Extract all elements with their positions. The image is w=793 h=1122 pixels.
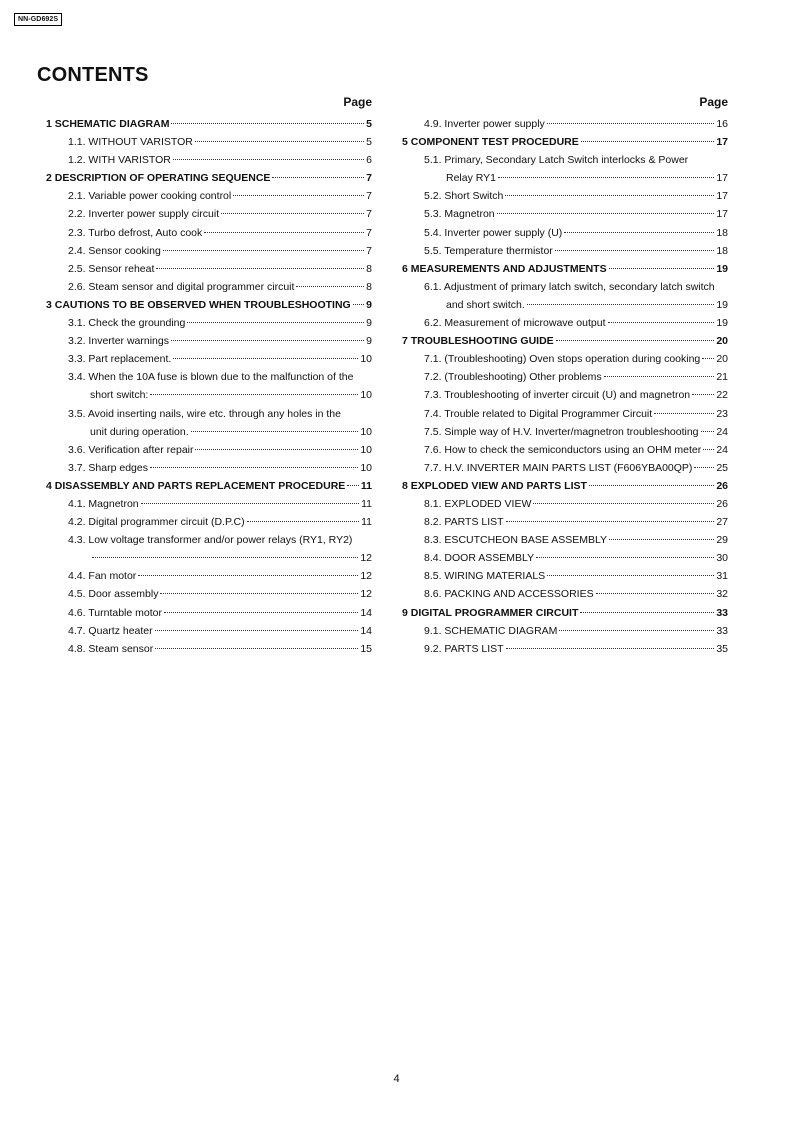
toc-entry-title: 5.5. Temperature thermistor: [424, 244, 553, 257]
dot-leader: [195, 141, 364, 142]
dot-leader: [505, 195, 714, 196]
toc-section-entry[interactable]: [402, 133, 728, 151]
toc-entry-title: 3.7. Sharp edges: [68, 461, 148, 474]
toc-entry-row: [68, 585, 372, 603]
toc-entry-row: [424, 549, 728, 567]
toc-section-entry[interactable]: [46, 477, 372, 495]
toc-entry-page-number: 22: [716, 389, 728, 402]
toc-entry-page-number: 33: [716, 624, 728, 637]
toc-subsection-entry[interactable]: [402, 386, 728, 404]
toc-subsection-entry[interactable]: [402, 205, 728, 223]
toc-entry-page-number: 18: [716, 244, 728, 257]
toc-entry-page-number: 15: [360, 642, 372, 655]
toc-entry-title: 5.4. Inverter power supply (U): [424, 226, 563, 239]
dot-leader: [506, 648, 715, 649]
dot-leader: [589, 485, 714, 486]
toc-entry-page-number: 33: [716, 606, 728, 619]
toc-entry-title: Relay RY1: [446, 172, 496, 185]
toc-entry-page-number: 12: [360, 570, 372, 583]
toc-entry-page-number: 5: [366, 136, 372, 149]
toc-entry-title: 2.4. Sensor cooking: [68, 244, 161, 257]
dot-leader: [533, 503, 714, 504]
toc-entry-title: 5 COMPONENT TEST PROCEDURE: [402, 136, 579, 149]
toc-subsection-entry[interactable]: [46, 278, 372, 296]
dot-leader: [272, 177, 364, 178]
toc-entry-page-number: 21: [716, 371, 728, 384]
toc-entry-title: 8.2. PARTS LIST: [424, 516, 504, 529]
toc-section-entry[interactable]: [402, 477, 728, 495]
toc-subsection-entry[interactable]: [402, 368, 728, 386]
toc-subsection-entry[interactable]: [402, 405, 728, 423]
toc-subsection-entry[interactable]: [46, 368, 372, 404]
toc-entry-page-number: 11: [361, 516, 372, 529]
toc-column-left: [46, 94, 372, 658]
toc-entry-page-number: 19: [716, 262, 728, 275]
toc-subsection-entry[interactable]: [402, 549, 728, 567]
toc-entry-title: 8.5. WIRING MATERIALS: [424, 570, 546, 583]
toc-entry-row: [424, 169, 728, 187]
toc-entry-title: 8.6. PACKING AND ACCESSORIES: [424, 588, 594, 601]
toc-entry-page-number: 7: [366, 244, 372, 257]
dot-leader: [150, 394, 358, 395]
toc-entry-row: [424, 567, 728, 585]
toc-entry-row: [46, 169, 372, 187]
toc-entry-page-number: 10: [360, 443, 372, 456]
toc-entry-title: 2.6. Steam sensor and digital programmer circuit: [68, 280, 295, 293]
toc-entry-page-number: 7: [366, 208, 372, 221]
toc-entry-row: [424, 115, 728, 133]
toc-entry-page-number: 23: [716, 407, 728, 420]
toc-entry-row: [402, 604, 728, 622]
toc-entry-title: 2.3. Turbo defrost, Auto cook: [68, 226, 203, 239]
toc-entry-title: 7.3. Troubleshooting of inverter circuit (U) and magnetron: [424, 389, 691, 402]
toc-subsection-entry[interactable]: [46, 205, 372, 223]
dot-leader: [138, 575, 358, 576]
dot-leader: [596, 593, 715, 594]
toc-entry-row: [424, 350, 728, 368]
toc-entry-title: 3.3. Part replacement.: [68, 353, 172, 366]
toc-entry-page-number: 31: [716, 570, 728, 583]
dot-leader: [527, 304, 715, 305]
dot-leader: [171, 340, 364, 341]
toc-entry-row: [68, 640, 372, 658]
toc-list: [402, 115, 728, 658]
dot-leader: [155, 648, 358, 649]
toc-entry-title: 8.1. EXPLODED VIEW: [424, 497, 532, 510]
toc-entry-title: 1.1. WITHOUT VARISTOR: [68, 136, 193, 149]
dot-leader: [701, 431, 715, 432]
toc-entry-title: 4.7. Quartz heater: [68, 624, 153, 637]
toc-entry-row: [68, 622, 372, 640]
toc-entry-title: 4.6. Turntable motor: [68, 606, 162, 619]
toc-subsection-entry[interactable]: [402, 423, 728, 441]
toc-subsection-entry[interactable]: [402, 640, 728, 658]
toc-subsection-entry[interactable]: [402, 224, 728, 242]
toc-entry-row: [402, 260, 728, 278]
toc-subsection-entry[interactable]: [46, 513, 372, 531]
toc-entry-title: 4 DISASSEMBLY AND PARTS REPLACEMENT PROCEDURE: [46, 479, 346, 492]
toc-entry-title: 8 EXPLODED VIEW AND PARTS LIST: [402, 479, 587, 492]
dot-leader: [506, 521, 715, 522]
model-number-tag: NN-GD692S: [14, 13, 62, 26]
toc-entry-row: [68, 459, 372, 477]
toc-subsection-entry[interactable]: [402, 441, 728, 459]
dot-leader: [564, 232, 714, 233]
dot-leader: [497, 213, 715, 214]
toc-subsection-entry[interactable]: [402, 567, 728, 585]
toc-entry-page-number: 14: [360, 624, 372, 637]
toc-entry-row: [68, 133, 372, 151]
toc-entry-row: [68, 495, 372, 513]
toc-section-entry[interactable]: [46, 115, 372, 133]
toc-entry-title: 4.8. Steam sensor: [68, 642, 154, 655]
toc-entry-row: [68, 441, 372, 459]
toc-entry-row: [402, 332, 728, 350]
toc-subsection-entry[interactable]: [402, 115, 728, 133]
toc-entry-title-line: 6.1. Adjustment of primary latch switch, secondary latch switch: [424, 280, 715, 293]
toc-subsection-entry[interactable]: [46, 187, 372, 205]
dot-leader: [150, 467, 358, 468]
toc-subsection-entry[interactable]: [46, 567, 372, 585]
toc-entry-title: 9 DIGITAL PROGRAMMER CIRCUIT: [402, 606, 579, 619]
toc-entry-title-line: 4.3. Low voltage transformer and/or power relays (RY1, RY2): [68, 534, 353, 547]
toc-entry-row: [68, 314, 372, 332]
toc-subsection-entry[interactable]: [46, 640, 372, 658]
toc-entry-title-line: 3.5. Avoid inserting nails, wire etc. through any holes in the: [68, 407, 341, 420]
page-number: 4: [393, 1073, 400, 1085]
toc-entry-page-number: 20: [716, 335, 728, 348]
dot-leader: [173, 159, 364, 160]
toc-subsection-entry[interactable]: [46, 133, 372, 151]
toc-subsection-entry[interactable]: [402, 622, 728, 640]
toc-entry-page-number: 25: [716, 461, 728, 474]
dot-leader: [580, 612, 714, 613]
toc-entry-page-number: 18: [716, 226, 728, 239]
dot-leader: [581, 141, 715, 142]
toc-entry-page-number: 10: [360, 425, 372, 438]
toc-entry-row: [68, 423, 372, 441]
toc-entry-title: 9.2. PARTS LIST: [424, 642, 504, 655]
toc-entry-row: [402, 477, 728, 495]
toc-entry-title: 7.4. Trouble related to Digital Programmer Circuit: [424, 407, 653, 420]
toc-entry-row: [424, 513, 728, 531]
toc-entry-title: 2.5. Sensor reheat: [68, 262, 155, 275]
toc-entry-row: [424, 405, 728, 423]
toc-subsection-entry[interactable]: [46, 151, 372, 169]
toc-entry-row: [68, 350, 372, 368]
toc-entry-page-number: 12: [360, 552, 372, 565]
toc-entry-page-number: 9: [366, 335, 372, 348]
toc-entry-row: [68, 386, 372, 404]
toc-entry-page-number: 8: [366, 262, 372, 275]
dot-leader: [654, 413, 714, 414]
dot-leader: [233, 195, 364, 196]
toc-entry-page-number: 5: [366, 118, 372, 130]
dot-leader: [247, 521, 359, 522]
toc-entry-page-number: 8: [366, 280, 372, 293]
dot-leader: [156, 268, 364, 269]
toc-entry-page-number: 35: [716, 642, 728, 655]
dot-leader: [556, 340, 715, 341]
toc-entry-row: [402, 133, 728, 151]
dot-leader: [702, 358, 714, 359]
toc-entry-page-number: 9: [366, 317, 372, 330]
toc-entry-row: [68, 151, 372, 169]
toc-entry-row: [424, 441, 728, 459]
toc-section-entry[interactable]: [46, 169, 372, 187]
toc-subsection-entry[interactable]: [46, 260, 372, 278]
toc-section-entry[interactable]: [402, 604, 728, 622]
dot-leader: [608, 322, 715, 323]
toc-subsection-entry[interactable]: [402, 314, 728, 332]
dot-leader: [155, 630, 359, 631]
toc-entry-row: [68, 549, 372, 567]
toc-entry-row: [424, 242, 728, 260]
dot-leader: [191, 431, 359, 432]
page-title: CONTENTS: [37, 64, 149, 86]
dot-leader: [692, 394, 714, 395]
toc-subsection-entry[interactable]: [46, 585, 372, 603]
toc-entry-title: 2 DESCRIPTION OF OPERATING SEQUENCE: [46, 172, 271, 185]
toc-entry-title: 7.1. (Troubleshooting) Oven stops operation during cooking: [424, 353, 701, 366]
dot-leader: [604, 376, 715, 377]
toc-entry-title: 7 TROUBLESHOOTING GUIDE: [402, 335, 554, 348]
toc-entry-page-number: 24: [716, 425, 728, 438]
dot-leader: [204, 232, 364, 233]
toc-entry-row: [424, 459, 728, 477]
toc-entry-row: [424, 368, 728, 386]
toc-entry-page-number: 20: [716, 353, 728, 366]
toc-subsection-entry[interactable]: [46, 459, 372, 477]
toc-entry-page-number: 10: [360, 353, 372, 366]
toc-entry-page-number: 9: [366, 298, 372, 311]
toc-subsection-entry[interactable]: [46, 332, 372, 350]
dot-leader: [559, 630, 714, 631]
toc-subsection-entry[interactable]: [46, 441, 372, 459]
toc-subsection-entry[interactable]: [46, 622, 372, 640]
dot-leader: [609, 268, 715, 269]
toc-entry-row: [424, 531, 728, 549]
toc-entry-title: 4.9. Inverter power supply: [424, 118, 545, 130]
toc-entry-title: 7.7. H.V. INVERTER MAIN PARTS LIST (F606YBA00QP): [424, 461, 693, 474]
dot-leader: [164, 612, 358, 613]
dot-leader: [498, 177, 714, 178]
toc-entry-title: 3.6. Verification after repair: [68, 443, 194, 456]
toc-entry-page-number: 11: [361, 497, 372, 510]
toc-subsection-entry[interactable]: [46, 495, 372, 513]
dot-leader: [160, 593, 358, 594]
toc-entry-row: [424, 386, 728, 404]
toc-entry-page-number: 10: [360, 461, 372, 474]
toc-entry-row: [68, 205, 372, 223]
toc-subsection-entry[interactable]: [402, 187, 728, 205]
toc-entry-title: 2.1. Variable power cooking control: [68, 190, 232, 203]
toc-entry-title: 3.1. Check the grounding: [68, 317, 186, 330]
toc-entry-title-line: 5.1. Primary, Secondary Latch Switch interlocks & Power: [424, 154, 689, 167]
toc-entry-title: 3 CAUTIONS TO BE OBSERVED WHEN TROUBLESHOOTING: [46, 298, 351, 311]
toc-entry-page-number: 12: [360, 588, 372, 601]
toc-subsection-entry[interactable]: [402, 585, 728, 603]
toc-entry-page-number: 11: [360, 479, 372, 492]
toc-entry-row: [68, 242, 372, 260]
toc-entry-row: [68, 278, 372, 296]
toc-entry-page-number: 17: [716, 208, 728, 221]
toc-subsection-entry[interactable]: [46, 350, 372, 368]
toc-subsection-entry[interactable]: [402, 495, 728, 513]
toc-entry-title: 9.1. SCHEMATIC DIAGRAM: [424, 624, 558, 637]
toc-entry-page-number: 32: [716, 588, 728, 601]
dot-leader: [547, 123, 715, 124]
toc-entry-row: [68, 332, 372, 350]
toc-section-entry[interactable]: [46, 296, 372, 314]
toc-entry-row: [68, 224, 372, 242]
dot-leader: [353, 304, 364, 305]
toc-entry-title: 4.5. Door assembly: [68, 588, 159, 601]
toc-entry-page-number: 16: [716, 118, 728, 130]
toc-entry-title: 1 SCHEMATIC DIAGRAM: [46, 118, 170, 130]
toc-entry-row: [68, 604, 372, 622]
toc-entry-title: 2.2. Inverter power supply circuit: [68, 208, 220, 221]
toc-entry-page-number: 26: [716, 479, 728, 492]
toc-entry-title: 5.3. Magnetron: [424, 208, 495, 221]
toc-entry-row: [424, 314, 728, 332]
toc-entry-page-number: 10: [360, 389, 372, 402]
toc-column-right: [402, 94, 728, 658]
toc-entry-title: 4.1. Magnetron: [68, 497, 139, 510]
toc-entry-row: [424, 224, 728, 242]
toc-entry-title: 6 MEASUREMENTS AND ADJUSTMENTS: [402, 262, 607, 275]
dot-leader: [694, 467, 714, 468]
toc-entry-title: 4.4. Fan motor: [68, 570, 137, 583]
toc-entry-title: 7.6. How to check the semiconductors using an OHM meter: [424, 443, 702, 456]
toc-entry-page-number: 27: [716, 516, 728, 529]
toc-entry-page-number: 6: [366, 154, 372, 167]
toc-subsection-entry[interactable]: [402, 513, 728, 531]
dot-leader: [173, 358, 358, 359]
toc-entry-page-number: 26: [716, 497, 728, 510]
toc-entry-page-number: 29: [716, 534, 728, 547]
toc-entry-row: [424, 296, 728, 314]
toc-subsection-entry[interactable]: [402, 278, 728, 314]
toc-entry-page-number: 7: [366, 190, 372, 203]
toc-entry-row: [424, 187, 728, 205]
toc-entry-row: [46, 477, 372, 495]
page-column-header: Page: [699, 95, 728, 109]
dot-leader: [536, 557, 714, 558]
dot-leader: [703, 449, 714, 450]
toc-entry-title: 6.2. Measurement of microwave output: [424, 317, 606, 330]
dot-leader: [609, 539, 714, 540]
toc-entry-title: unit during operation.: [90, 425, 189, 438]
toc-entry-page-number: 19: [716, 298, 728, 311]
toc-subsection-entry[interactable]: [46, 242, 372, 260]
dot-leader: [187, 322, 364, 323]
dot-leader: [547, 575, 714, 576]
toc-entry-title: 4.2. Digital programmer circuit (D.P.C): [68, 516, 245, 529]
toc-subsection-entry[interactable]: [46, 224, 372, 242]
toc-subsection-entry[interactable]: [402, 350, 728, 368]
dot-leader: [195, 449, 358, 450]
toc-entry-page-number: 17: [716, 136, 728, 149]
toc-entry-page-number: 30: [716, 552, 728, 565]
toc-entry-title: 1.2. WITH VARISTOR: [68, 154, 171, 167]
toc-entry-row: [424, 640, 728, 658]
toc-entry-title: 5.2. Short Switch: [424, 190, 504, 203]
toc-entry-page-number: 7: [366, 172, 372, 185]
toc-entry-row: [424, 622, 728, 640]
toc-subsection-entry[interactable]: [402, 151, 728, 187]
toc-subsection-entry[interactable]: [46, 405, 372, 441]
toc-section-entry[interactable]: [402, 260, 728, 278]
toc-entry-row: [68, 187, 372, 205]
toc-entry-row: [46, 115, 372, 133]
toc-subsection-entry[interactable]: [46, 531, 372, 567]
dot-leader: [296, 286, 364, 287]
toc-entry-page-number: 17: [716, 172, 728, 185]
toc-entry-page-number: 17: [716, 190, 728, 203]
dot-leader: [221, 213, 364, 214]
toc-entry-title: 7.2. (Troubleshooting) Other problems: [424, 371, 602, 384]
toc-entry-row: [46, 296, 372, 314]
toc-section-entry[interactable]: [402, 332, 728, 350]
toc-subsection-entry[interactable]: [46, 604, 372, 622]
toc-subsection-entry[interactable]: [46, 314, 372, 332]
toc-entry-title: 8.3. ESCUTCHEON BASE ASSEMBLY: [424, 534, 608, 547]
toc-entry-row: [68, 567, 372, 585]
toc-entry-row: [68, 260, 372, 278]
dot-leader: [171, 123, 364, 124]
dot-leader: [141, 503, 359, 504]
toc-entry-title: 7.5. Simple way of H.V. Inverter/magnetron troubleshooting: [424, 425, 699, 438]
toc-entry-row: [424, 585, 728, 603]
toc-entry-page-number: 14: [360, 606, 372, 619]
toc-entry-title: 3.2. Inverter warnings: [68, 335, 169, 348]
dot-leader: [163, 250, 364, 251]
toc-entry-row: [68, 513, 372, 531]
toc-entry-page-number: 19: [716, 317, 728, 330]
toc-subsection-entry[interactable]: [402, 531, 728, 549]
dot-leader: [347, 485, 359, 486]
toc-entry-row: [424, 205, 728, 223]
toc-entry-title-line: 3.4. When the 10A fuse is blown due to the malfunction of the: [68, 371, 354, 384]
toc-entry-title: short switch:: [90, 389, 149, 402]
page-column-header: Page: [343, 95, 372, 109]
dot-leader: [92, 557, 358, 558]
toc-subsection-entry[interactable]: [402, 459, 728, 477]
toc-entry-row: [424, 423, 728, 441]
toc-entry-title: and short switch.: [446, 298, 525, 311]
toc-subsection-entry[interactable]: [402, 242, 728, 260]
toc-entry-page-number: 24: [716, 443, 728, 456]
toc-entry-title: 8.4. DOOR ASSEMBLY: [424, 552, 535, 565]
toc-list: [46, 115, 372, 658]
dot-leader: [555, 250, 715, 251]
toc-entry-page-number: 7: [366, 226, 372, 239]
toc-entry-row: [424, 495, 728, 513]
